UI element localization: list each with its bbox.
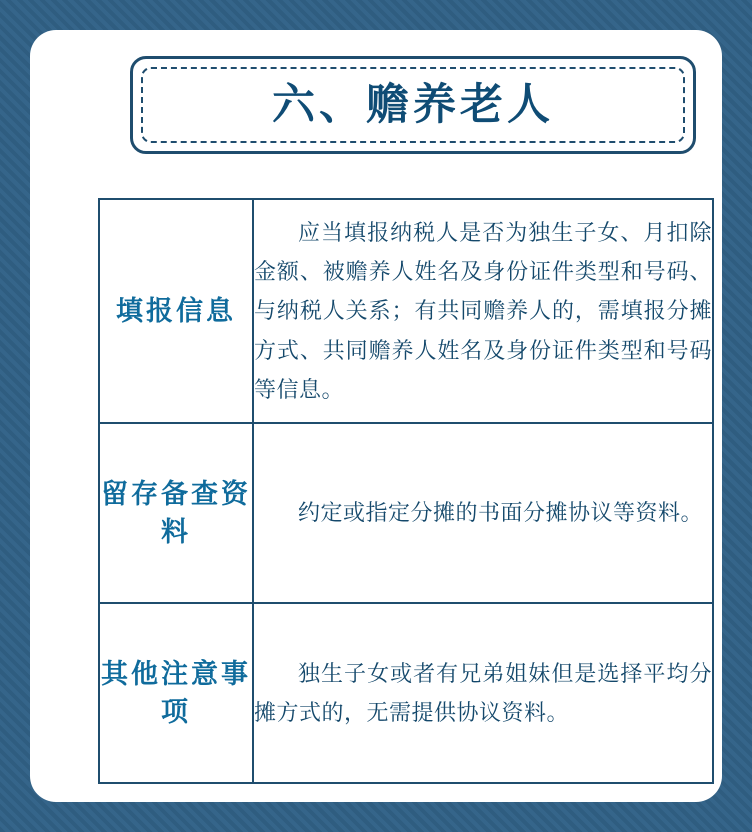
info-table <box>98 198 714 784</box>
page-title: 六、赡养老人 <box>272 80 554 129</box>
row-label: 其他注意事项 <box>101 658 251 727</box>
table-row-label-cell <box>99 199 253 423</box>
table-row-content-cell <box>253 199 713 423</box>
table-row <box>99 423 713 603</box>
table-row-content-cell <box>253 423 713 603</box>
title-banner <box>130 56 696 154</box>
content-card <box>30 30 722 802</box>
table-row-content-cell <box>253 603 713 783</box>
row-label: 填报信息 <box>116 295 236 326</box>
table-row-label-cell <box>99 603 253 783</box>
table-row-label-cell <box>99 423 253 603</box>
table-row <box>99 199 713 423</box>
title-banner-inner-border <box>141 67 685 143</box>
row-content: 约定或指定分摊的书面分摊协议等资料。 <box>298 500 704 526</box>
row-label: 留存备查资料 <box>101 478 251 547</box>
row-content: 应当填报纳税人是否为独生子女、月扣除金额、被赡养人姓名及身份证件类型和号码、与纳税人关系；有共同赡养人的，需填报分摊方式、共同赡养人姓名及身份证件类型和号码等信息。 <box>254 220 712 402</box>
table-row <box>99 603 713 783</box>
row-content: 独生子女或者有兄弟姐妹但是选择平均分摊方式的，无需提供协议资料。 <box>254 660 712 725</box>
